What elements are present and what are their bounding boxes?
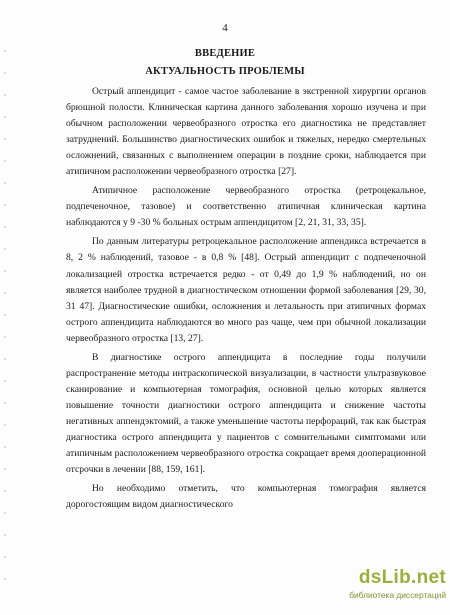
watermark — [338, 567, 446, 609]
paragraph: По данным литературы ретроцекальное расположение аппендикса встречается в 8, 2 % наблюдений, тазовое - в 0,8 % [48]. Острый аппендицит с подпеченочной локализацией отростка встречается редко - от 0,49 до 1,9 % наблюдений, но он является наиболее трудной в диагностическом отношении формой заболевания [29, 30, 31 47]. Диагностические ошибки, осложнения и летальность при атипичных формах острого аппендицита наблюдаются во много раз чаще, чем при обычной локализации червеобразного отростка [13, 27]. — [66, 236, 426, 344]
watermark-caption: библиотека диссертаций — [349, 590, 446, 600]
watermark-logo: dsLib.net — [358, 567, 446, 588]
paragraph: Но необходимо отметить, что компьютерная томография является дорогостоящим видом диагностического — [66, 483, 426, 511]
page-number: 4 — [222, 22, 228, 34]
paragraph: Острый аппендицит - самое частое заболевание в экстренной хирургии органов брюшной полости. Клиническая картина данного заболевания хорошо изучена и при обычном расположении червеобразного отростка его диагностика не представляет затруднений. Большинство диагностических ошибок и тяжелых, нередко смертельных осложнений, связанных с выполнением операции в поздние сроки, наблюдается при атипичном расположении червеобразного отростка [27]. — [66, 86, 426, 178]
paragraph: Атипичное расположение червеобразного отростка (ретроцекальное, подпеченочное, тазовое) и соответственно атипичная клиническая картина наблюдаются у 9 -30 % больных острым аппендицитом [2, 21, 31, 33, 35]. — [66, 185, 426, 229]
page-heading: ВВЕДЕНИЕ — [194, 48, 256, 59]
body-text — [66, 84, 426, 513]
scan-margin-marks — [3, 40, 7, 600]
section-subheading: АКТУАЛЬНОСТЬ ПРОБЛЕМЫ — [145, 66, 305, 77]
paragraph: В диагностике острого аппендицита в последние годы получили распространение методы интраскопической визуализации, в частности ультразвуковое сканирование и компьютерная томография, основной целью которых является повышение точности диагностики острого аппендицита и снижение частоты негативных аппендэктомий, а также уменьшение частоты перфораций, так как быстрая диагностика острого аппендицита у пациентов с сомнительными симптомами или атипичным расположением червеобразного отростка сокращает время дооперационной отсрочки в лечении [88, 159, 161]. — [66, 351, 426, 476]
